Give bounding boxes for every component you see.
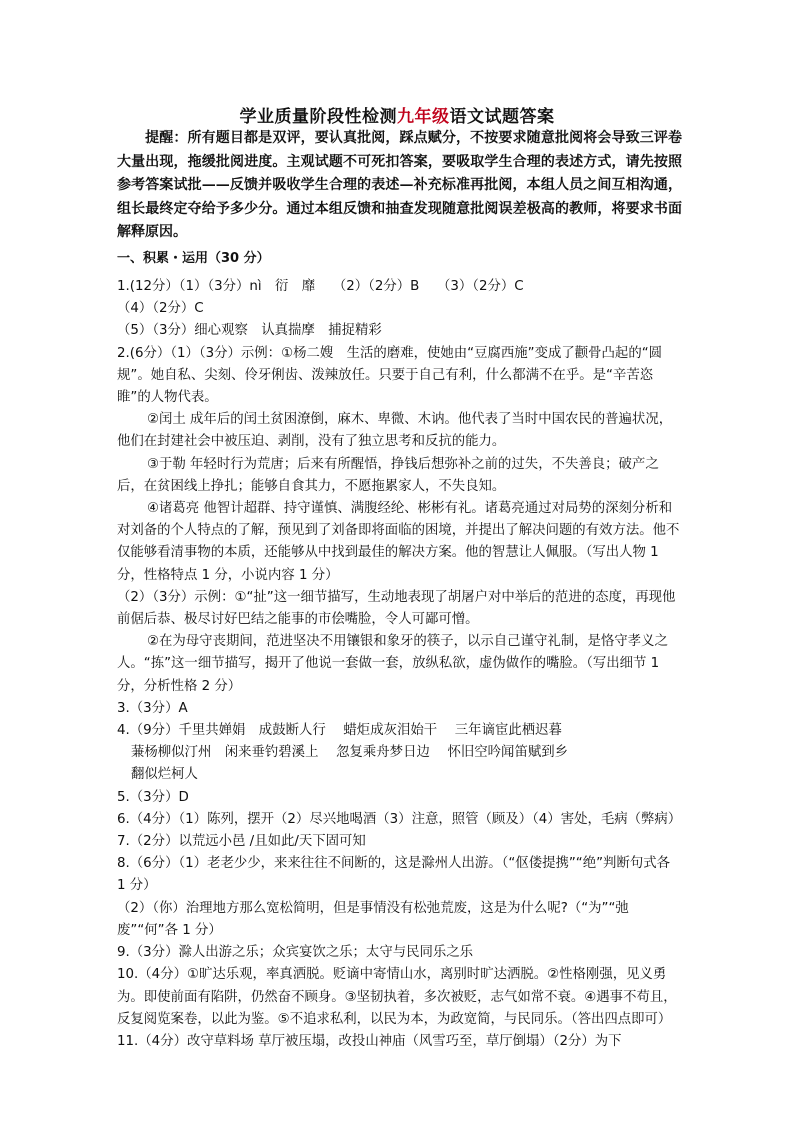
answer-line: 11.（4分）改守草料场 草厅被压塌，改投山神庙（风雪巧至，草厅倒塌）（2分）为下 bbox=[117, 1033, 622, 1049]
grading-note-text: 提醒：所有题目都是双评，要认真批阅，踩点赋分，不按要求随意批阅将会导致三评卷大量出现，拖缓批阅进度。主观试题不可死扣答案，要吸取学生合理的表述方式，请先按照参考答案试批——反馈并吸收学生合理的表述—补充标准再批阅，本组人员之间互相沟通，组长最终定夺给予多少分。通过本组反馈和抽查发现随意批阅误差极高的教师，将要求书面解释原因。 bbox=[117, 130, 682, 240]
answer-line: ④诸葛亮 他智计超群、持守谨慎、满腹经纶、彬彬有礼。诸葛亮通过对局势的深刻分析和对刘备的个人特点的了解，预见到了刘备即将面临的困境，并提出了解决问题的有效方法。他不仅能够看清事物的本质，还能够从中找到最佳的解决方案。他的智慧让人佩服。（写出人物 1 分，性格特点 1 分，小说内容 1 分） bbox=[117, 501, 680, 583]
answer-line: 7.（2分）以荒远小邑 /且如此/天下固可知 bbox=[117, 834, 366, 850]
answer-line: 翻似烂柯人 bbox=[131, 767, 198, 783]
answer-line: （2）（你）治理地方那么宽松简明，但是事情没有松弛荒废，这是为什么呢?（“为”“弛废”“何”各 1 分） bbox=[117, 900, 629, 938]
answer-line: ②在为母守丧期间，范进坚决不用镶银和象牙的筷子，以示自己谨守礼制，是恪守孝义之人。“拣”这一细节描写，揭开了他说一套做一套，放纵私欲，虚伪做作的嘴脸。（写出细节 1 分，分析性格 2 分） bbox=[117, 634, 668, 694]
page-title bbox=[0, 102, 794, 127]
answer-line: 2.(6分）（1）（3分）示例：①杨二嫂 生活的磨难，使她由“豆腐西施”变成了颧骨凸起的“圆规”。她自私、尖刻、伶牙俐齿、泼辣放任。只要于自己有利，什么都满不在乎。是“辛苦恣睢”的人物代表。 bbox=[117, 345, 663, 406]
title-part3: 语文试题答案 bbox=[449, 107, 555, 127]
answer-line: 10.（4分）①旷达乐观，率真洒脱。贬谪中寄情山水，离别时旷达洒脱。②性格刚强，见义勇为。即使前面有陷阱，仍然奋不顾身。③坚韧执着，多次被贬，志气如常不衰。④遇事不苟且，反复阅览案卷，以此为鉴。⑤不追求私利，以民为本，为政宽简，与民同乐。（答出四点即可） bbox=[117, 967, 677, 1027]
answer-line: 9.（3分）滁人出游之乐；众宾宴饮之乐；太守与民同乐之乐 bbox=[117, 945, 474, 961]
answer-line: 3.（3分）A bbox=[117, 700, 188, 716]
answer-line: 4.（9分）千里共婵娟 成鼓断人行 蜡炬成灰泪始干 三年谪宦此栖迟暮 bbox=[117, 723, 562, 739]
answer-line: （4）（2分）C bbox=[117, 301, 204, 317]
answer-line: 8.（6分）（1）老老少少，来来往往不间断的，这是滁州人出游。（“伛偻提携”“绝”判断句式各 1 分） bbox=[117, 856, 671, 894]
grading-note bbox=[117, 127, 682, 245]
title-grade: 九年级 bbox=[397, 107, 450, 127]
answer-line: （5）（3分）细心观察 认真揣摩 捕捉精彩 bbox=[117, 323, 382, 339]
answer-line: ②闰土 成年后的闰土贫困潦倒，麻木、卑微、木讷。他代表了当时中国农民的普遍状况，他们在封建社会中被压迫、剥削，没有了独立思考和反抗的能力。 bbox=[117, 412, 673, 450]
answer-line: ③于勒 年轻时行为荒唐；后来有所醒悟，挣钱后想弥补之前的过失，不失善良；破产之后，在贫困线上挣扎；能够自食其力，不愿拖累家人，不失良知。 bbox=[117, 456, 659, 494]
title-part1: 学业质量阶段性检测 bbox=[239, 107, 397, 127]
answer-line: 6.（4分）（1）陈列，摆开（2）尽兴地喝酒（3）注意，照管（顾及）（4）害处，毛病（弊病） bbox=[117, 811, 682, 827]
answer-line: 1.(12分）（1）（3分）nì 衍 靡 （2）（2分）B （3）（2分）C bbox=[117, 279, 524, 294]
answer-line: 5.（3分）D bbox=[117, 789, 189, 805]
answer-body bbox=[117, 276, 682, 1053]
section-heading: 一、积累・运用（30 分） bbox=[117, 251, 270, 266]
answer-line: 蒹杨柳似汀州 闲来垂钓碧溪上 忽复乘舟梦日边 怀旧空吟闻笛赋到乡 bbox=[131, 745, 569, 761]
answer-line: （2）（3分）示例：①“扯”这一细节描写，生动地表现了胡屠户对中举后的范进的态度，再现他前倨后恭、极尽讨好巴结之能事的市侩嘴脸，令人可鄙可憎。 bbox=[117, 589, 676, 628]
